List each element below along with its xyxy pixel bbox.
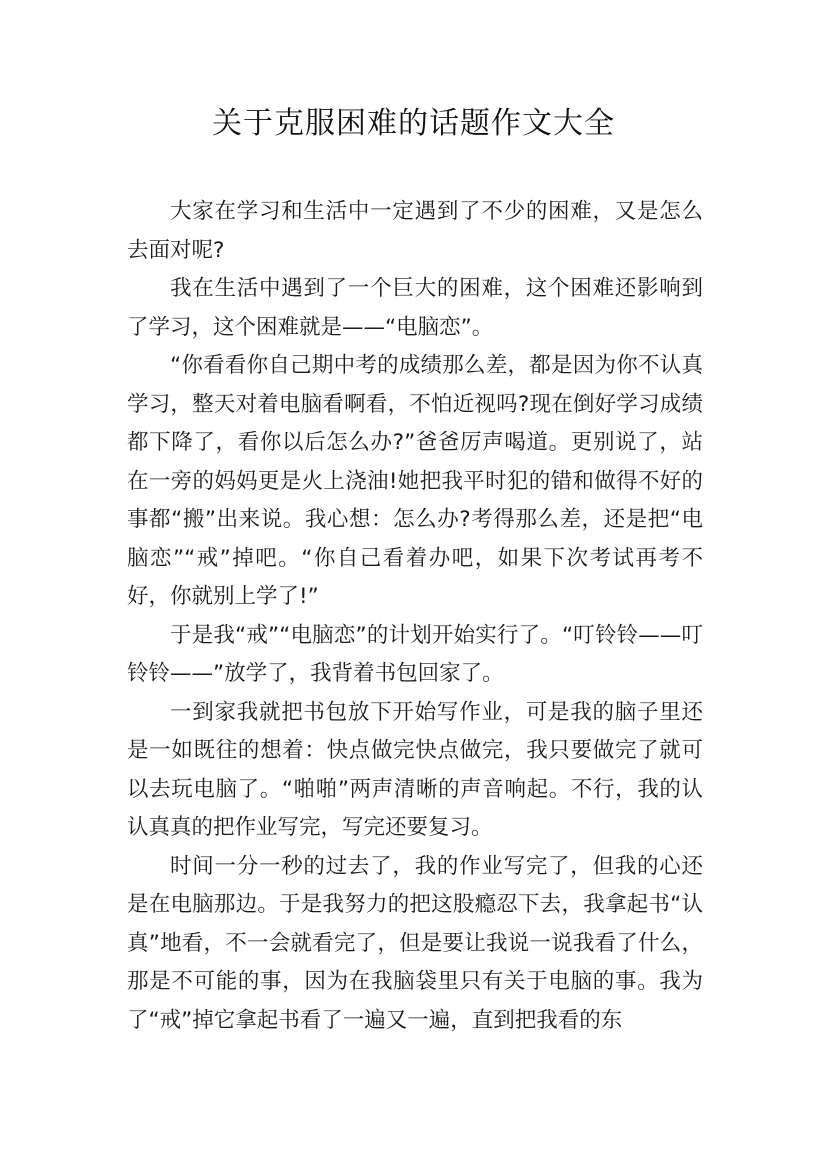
body-paragraph: 一到家我就把书包放下开始写作业，可是我的脑子里还是一如既往的想着：快点做完快点做完，我只要做完了就可以去玩电脑了。“啪啪”两声清晰的声音响起。不行，我的认认真真的把作业写完，写完还要复习。	[127, 699, 703, 840]
document-body	[127, 193, 703, 1040]
body-paragraph: 大家在学习和生活中一定遇到了不少的困难，又是怎么去面对呢?	[127, 199, 703, 263]
body-paragraph: 于是我“戒”“电脑恋”的计划开始实行了。“叮铃铃——叮铃铃——”放学了，我背着书包回家了。	[127, 622, 703, 686]
document-title: 关于克服困难的话题作文大全	[212, 106, 615, 141]
body-paragraph: 我在生活中遇到了一个巨大的困难，这个困难还影响到了学习，这个困难就是——“电脑恋”。	[127, 276, 703, 340]
body-paragraph: 时间一分一秒的过去了，我的作业写完了，但我的心还是在电脑那边。于是我努力的把这股瘾忍下去，我拿起书“认真”地看，不一会就看完了，但是要让我说一说我看了什么，那是不可能的事，因为在我脑袋里只有关于电脑的事。我为了“戒”掉它拿起书看了一遍又一遍，直到把我看的东	[127, 853, 703, 1033]
body-paragraph: “你看看你自己期中考的成绩那么差，都是因为你不认真学习，整天对着电脑看啊看，不怕近视吗?现在倒好学习成绩都下降了，看你以后怎么办?”爸爸厉声喝道。更别说了，站在一旁的妈妈更是火上浇油!她把我平时犯的错和做得不好的事都“搬”出来说。我心想：怎么办?考得那么差，还是把“电脑恋”“戒”掉吧。“你自己看着办吧，如果下次考试再考不好，你就别上学了!”	[127, 353, 703, 609]
